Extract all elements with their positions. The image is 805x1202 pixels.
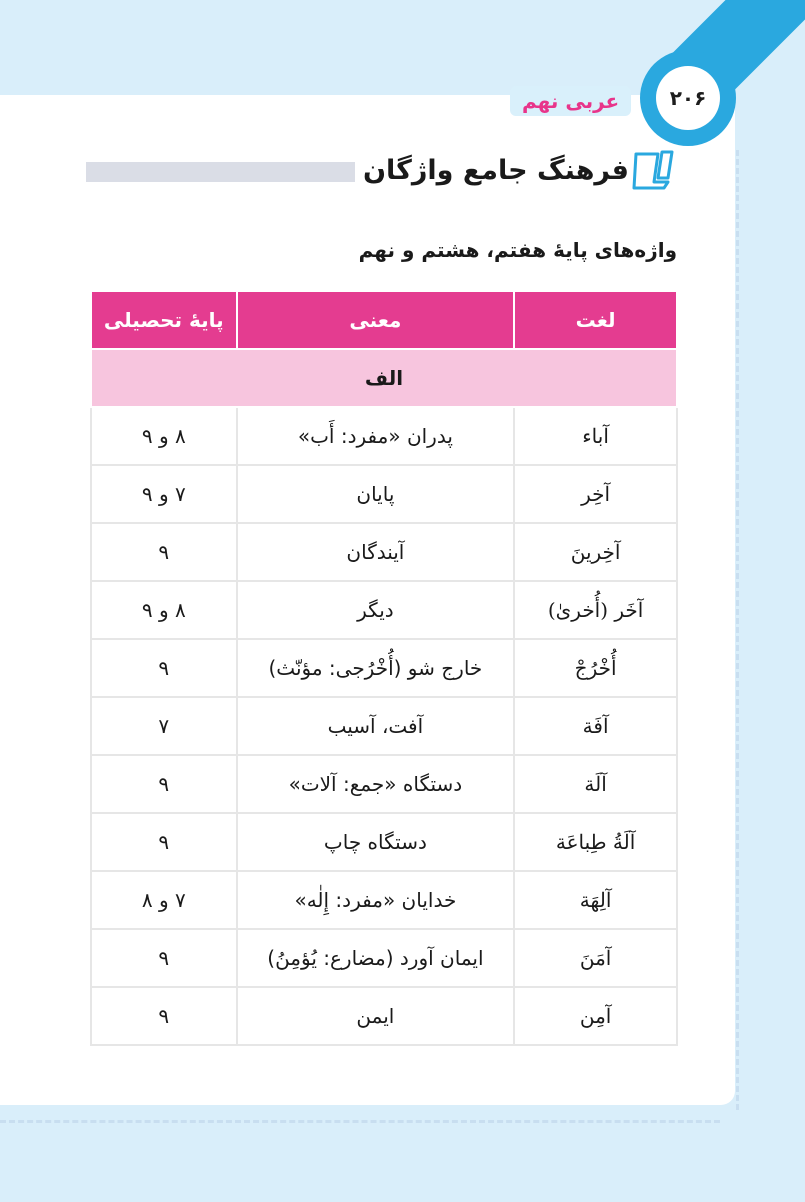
meaning-cell: ایمان آورد (مضارع: يُؤمِنُ) — [237, 929, 515, 987]
meaning-cell: خدایان «مفرد: إِلٰه» — [237, 871, 515, 929]
grade-cell: ۹ — [91, 755, 237, 813]
table-row — [91, 929, 677, 987]
meaning-cell: دیگر — [237, 581, 515, 639]
word-cell: آخَر (أُخرىٰ) — [514, 581, 677, 639]
letter-row — [91, 349, 677, 407]
table-row — [91, 639, 677, 697]
word-cell: آباء — [514, 407, 677, 465]
vocabulary-table — [90, 290, 678, 1046]
word-cell: آخِرينَ — [514, 523, 677, 581]
meaning-cell: پایان — [237, 465, 515, 523]
column-header-word: لغت — [514, 291, 677, 349]
page-border-right — [736, 150, 739, 1110]
grade-cell: ۷ و ۸ — [91, 871, 237, 929]
word-cell: آلَة — [514, 755, 677, 813]
table-row — [91, 871, 677, 929]
column-header-meaning: معنی — [237, 291, 515, 349]
meaning-cell: آیندگان — [237, 523, 515, 581]
subheading: واژه‌های پایهٔ هفتم، هشتم و نهم — [358, 238, 677, 262]
table-row — [91, 987, 677, 1045]
notepad-icon — [628, 148, 678, 190]
grade-cell: ۹ — [91, 523, 237, 581]
meaning-cell: آفت، آسیب — [237, 697, 515, 755]
word-cell: آمِن — [514, 987, 677, 1045]
meaning-cell: پدران «مفرد: أَب» — [237, 407, 515, 465]
subject-label: عربی نهم — [510, 86, 631, 116]
table-header-row — [91, 291, 677, 349]
grade-cell: ۹ — [91, 987, 237, 1045]
word-cell: آلَةُ طِباعَة — [514, 813, 677, 871]
table-row — [91, 465, 677, 523]
word-cell: آمَنَ — [514, 929, 677, 987]
grade-cell: ۸ و ۹ — [91, 407, 237, 465]
meaning-cell: ایمن — [237, 987, 515, 1045]
table-row — [91, 523, 677, 581]
table-row — [91, 581, 677, 639]
page-border-bottom — [0, 1120, 720, 1123]
section-title: فرهنگ جامع واژگان — [355, 150, 637, 190]
grade-cell: ۹ — [91, 813, 237, 871]
word-cell: آخِر — [514, 465, 677, 523]
meaning-cell: خارج شو (أُخْرُجی: مؤنّث) — [237, 639, 515, 697]
page-number-badge — [640, 50, 736, 146]
table-row — [91, 755, 677, 813]
page-number: ۲۰۶ — [656, 66, 720, 130]
word-cell: أُخْرُجْ — [514, 639, 677, 697]
table-row — [91, 407, 677, 465]
grade-cell: ۷ — [91, 697, 237, 755]
meaning-cell: دستگاه «جمع: آلات» — [237, 755, 515, 813]
grade-cell: ۹ — [91, 639, 237, 697]
letter-heading: الف — [91, 349, 677, 407]
grade-cell: ۹ — [91, 929, 237, 987]
meaning-cell: دستگاه چاپ — [237, 813, 515, 871]
word-cell: آلِهَة — [514, 871, 677, 929]
table-row — [91, 697, 677, 755]
grade-cell: ۷ و ۹ — [91, 465, 237, 523]
table-row — [91, 813, 677, 871]
column-header-grade: پایهٔ تحصیلی — [91, 291, 237, 349]
word-cell: آفَة — [514, 697, 677, 755]
grade-cell: ۸ و ۹ — [91, 581, 237, 639]
